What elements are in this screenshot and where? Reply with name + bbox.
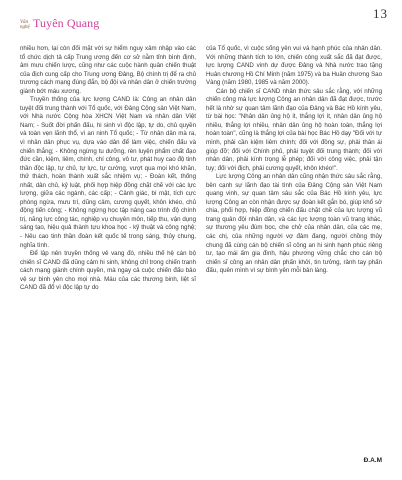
paragraph: của Tổ quốc, vì cuộc sống yên vui và hạnh phúc của nhân dân. Với những thành tích to lớn, chiến công xuất sắc đã đạt được, lực lượng CAND vinh dự được Đảng và Nhà nước trao tặng Huân chương Hồ Chí Minh (năm 1975) và ba Huân chương Sao Vàng (năm 1980, 1985 và năm 2000).	[206, 45, 382, 87]
paragraph: Để lập nên truyền thống vẻ vang đó, nhiều thế hệ cán bộ chiến sĩ CAND đã dũng cảm hi sinh, không chỉ trong chiến tranh cách mạng giành chính quyền, mà ngay cả cuộc chiến đấu bảo vệ sự bình yên cho mọi nhà. Máu của các thương binh, liệt sĩ CAND đã đổ vì độc lập tự do	[20, 250, 196, 292]
masthead	[20, 8, 99, 30]
right-column	[206, 45, 382, 276]
paragraph: nhiều hơn, lại còn đối mặt với sự hiểm nguy xâm nhập vào các tổ chức dịch tả cấp Trung ương đến cơ sở nằm tỉnh bình định, âm mưu chiến lược, cũng như các cuộc hành quân chiến thuật của địch cung cấp cho Trung ương Đảng, Bộ chính trị để ra chủ trương cách mạng đúng đắn, bộ đội và nhân dân ở chiến trường giành bớt máu xương.	[20, 45, 196, 95]
masthead-title: Tuyên Quang	[33, 16, 100, 30]
paragraph: Cán bộ chiến sĩ CAND nhân thức sâu sắc rằng, với những chiến công mà lực lượng Công an nhân dân đã đạt được, trước hết là nhờ sự quan tâm lãnh đạo của Đảng và Bác Hồ kính yêu, từ bài học: "Nhân dân ủng hộ ít, thắng lợi ít, nhân dân ủng hộ nhiều, thắng lợi nhiều, nhân dân ủng hộ hoàn toàn, thắng lợi hoàn toàn", cũng là thắng lợi của bài học Bác Hồ dạy "Đối với tự mình, phải cần kiệm liêm chính; đối với đồng sự, phải thân ái giúp đỡ; đối với Chính phủ, phải tuyệt đối trung thành; đối với nhân dân, phải kính trọng lễ phép; đối với công việc, phải tận tụy; đối với địch, phải cương quyết, khôn khéo!".	[206, 87, 382, 172]
paragraph: Lực lượng Công an nhân dân cũng nhận thức sâu sắc rằng, bên cạnh sự lãnh đạo tài tình của Đảng Cộng sản Việt Nam quang vinh, sự quan tâm sâu sắc của Bác Hồ kính yêu, lực lượng Công an còn nhận được sự đoàn kết gắn bó, giúp khổ sở chia, phối hợp, hiệp đồng chiến đấu chặt chẽ của lực lượng vũ trang quân đội nhân dân, và các lực lượng toàn vũ trang khác, sự thương yêu đùm bọc, che chở của nhân dân, của các mẹ, các chị, của những người vợ đảm đang, người chồng thủy chung đã cùng cán bộ chiến sĩ công an hi sinh hạnh phúc riêng tư, tạo mái ấm gia đình, hậu phương vững chắc cho cán bộ chiến sĩ công an nhân dân phấn khởi, tin tưởng, rảnh tay phấn đấu, quên mình vì sự bình yên mỗi bản làng.	[206, 173, 382, 275]
paragraph: Truyền thống của lực lượng CAND là: Công an nhân dân tuyệt đối trung thành với Tổ quốc, với Đảng Cộng sản Việt Nam, với Nhà nước Cộng hòa XHCN Việt Nam và nhân dân Việt Nam; - Suốt đời phấn đấu, hi sinh vì độc lập, tự do, chủ quyền và toàn vẹn lãnh thổ, vì an ninh Tổ quốc; - Từ nhân dân mà ra, vì nhân dân phục vụ, dựa vào dân để làm việc, chiến đấu và chiến thắng; - Không ngừng tu dưỡng, rèn luyện phẩm chất đạo đức cần, kiệm, liêm, chính, chí công, vô tư, phát huy cao độ tinh thần độc lập, tự chủ, tự lực, tự cường, vượt qua mọi khó khăn, thử thách, hoàn thành xuất sắc nhiệm vụ; - Đoàn kết, thống nhất, dân chủ, kỷ luật, phối hợp hiệp đồng chặt chẽ với các lực lượng, giữa các ngành, các cấp; - Cảnh giác, bí mật, tích cực phòng ngừa, mưu trí, dũng cảm, cương quyết, khôn khéo, chủ động tiến công; - Không ngừng học tập nâng cao trình độ chính trị, năng lực công tác, nghiệp vụ chuyên môn, tiếp thu, vận dụng sáng tạo, hiệu quả thành tựu khoa học - kỹ thuật và công nghệ; - Nêu cao tinh thần đoàn kết quốc tế trong sáng, thủy chung, nghĩa tình.	[20, 96, 196, 249]
left-column	[20, 45, 196, 293]
masthead-small-text: Văn nghệ	[20, 20, 30, 30]
page-number: 13	[373, 6, 388, 21]
author-signature: Đ.A.M	[363, 457, 382, 464]
